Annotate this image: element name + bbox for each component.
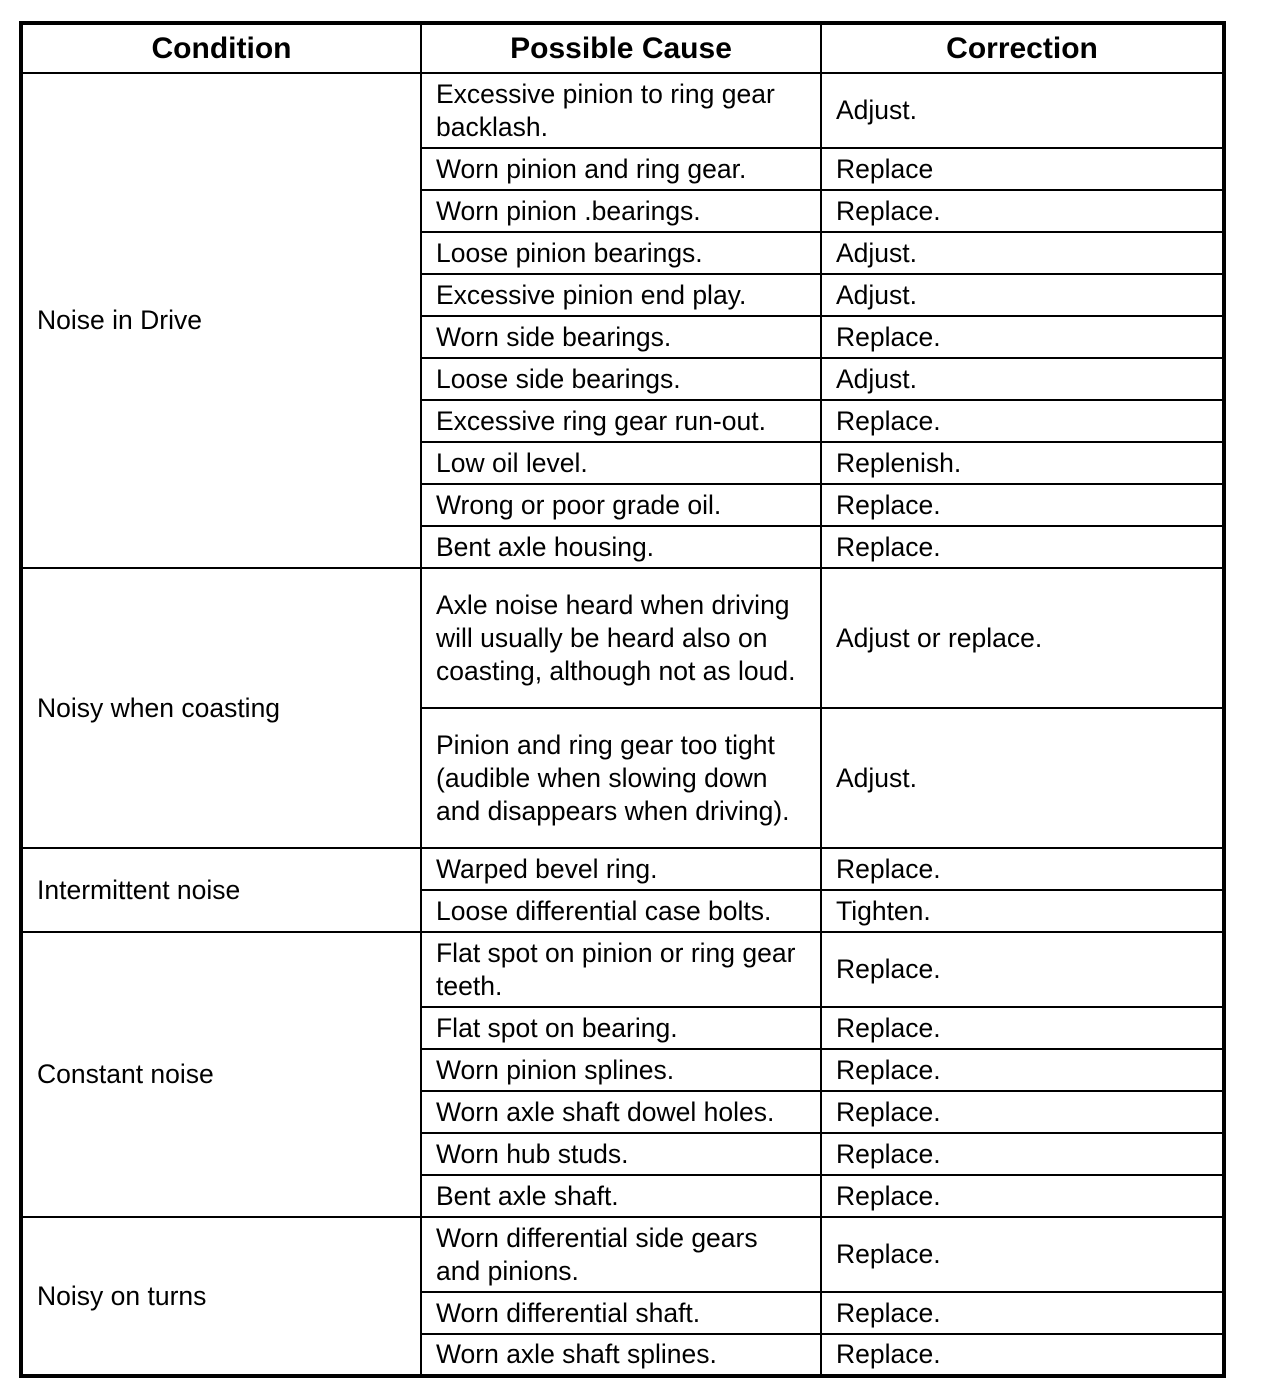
table-row [21,848,1224,890]
table-row [21,73,1224,148]
cause-cell: Excessive pinion to ring gear backlash. [421,73,821,148]
correction-cell: Replace. [821,316,1224,358]
cause-cell: Loose side bearings. [421,358,821,400]
correction-cell: Replace. [821,1007,1224,1049]
condition-cell: Intermittent noise [21,848,421,932]
cause-cell: Flat spot on bearing. [421,1007,821,1049]
cause-cell: Worn axle shaft splines. [421,1334,821,1376]
cause-cell: Excessive ring gear run-out. [421,400,821,442]
correction-cell: Replace. [821,1049,1224,1091]
table-row [21,932,1224,1007]
correction-cell: Adjust. [821,232,1224,274]
header-condition: Condition [21,23,421,73]
cause-cell: Worn pinion and ring gear. [421,148,821,190]
cause-cell: Warped bevel ring. [421,848,821,890]
cause-cell: Wrong or poor grade oil. [421,484,821,526]
correction-cell: Adjust. [821,73,1224,148]
correction-cell: Adjust or replace. [821,568,1224,708]
cause-cell: Flat spot on pinion or ring gear teeth. [421,932,821,1007]
table-row [21,1217,1224,1292]
correction-cell: Tighten. [821,890,1224,932]
cause-cell: Worn hub studs. [421,1133,821,1175]
cause-cell: Worn pinion splines. [421,1049,821,1091]
cause-cell: Low oil level. [421,442,821,484]
cause-cell: Loose pinion bearings. [421,232,821,274]
cause-cell: Pinion and ring gear too tight (audible when slowing down and disappears when driving). [421,708,821,848]
correction-cell: Replace. [821,1334,1224,1376]
cause-cell: Loose differential case bolts. [421,890,821,932]
correction-cell: Adjust. [821,274,1224,316]
condition-cell: Noise in Drive [21,73,421,568]
correction-cell: Replace [821,148,1224,190]
header-possible-cause: Possible Cause [421,23,821,73]
cause-cell: Worn pinion .bearings. [421,190,821,232]
correction-cell: Replace. [821,1292,1224,1334]
cause-cell: Excessive pinion end play. [421,274,821,316]
correction-cell: Adjust. [821,708,1224,848]
cause-cell: Axle noise heard when driving will usually be heard also on coasting, although not as loud. [421,568,821,708]
correction-cell: Replenish. [821,442,1224,484]
correction-cell: Replace. [821,190,1224,232]
header-row [21,23,1224,73]
correction-cell: Replace. [821,932,1224,1007]
table-row [21,568,1224,708]
cause-cell: Bent axle housing. [421,526,821,568]
correction-cell: Replace. [821,1133,1224,1175]
correction-cell: Replace. [821,400,1224,442]
correction-cell: Replace. [821,1217,1224,1292]
condition-cell: Noisy on turns [21,1217,421,1376]
correction-cell: Adjust. [821,358,1224,400]
cause-cell: Worn axle shaft dowel holes. [421,1091,821,1133]
diagnosis-table [19,21,1226,1378]
cause-cell: Worn differential shaft. [421,1292,821,1334]
correction-cell: Replace. [821,526,1224,568]
condition-cell: Constant noise [21,932,421,1217]
correction-cell: Replace. [821,484,1224,526]
cause-cell: Bent axle shaft. [421,1175,821,1217]
correction-cell: Replace. [821,1175,1224,1217]
correction-cell: Replace. [821,1091,1224,1133]
correction-cell: Replace. [821,848,1224,890]
condition-cell: Noisy when coasting [21,568,421,848]
cause-cell: Worn differential side gears and pinions. [421,1217,821,1292]
cause-cell: Worn side bearings. [421,316,821,358]
header-correction: Correction [821,23,1224,73]
